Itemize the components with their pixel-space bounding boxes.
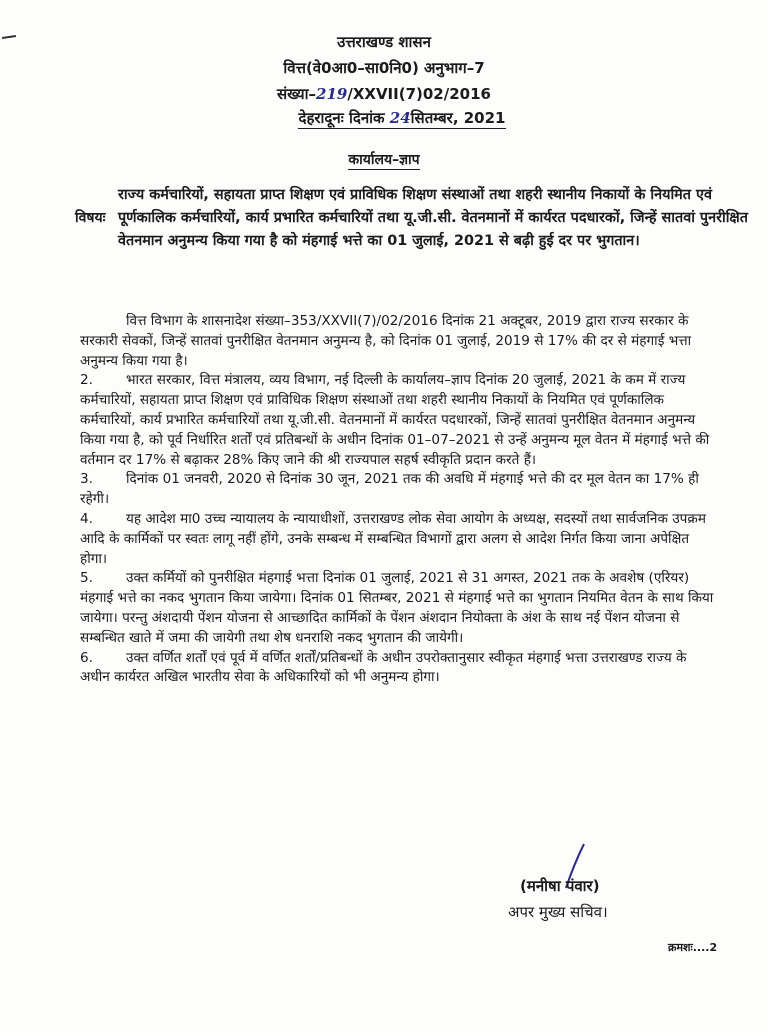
paragraph-3: 3. दिनांक 01 जनवरी, 2020 से दिनांक 30 जून, 2021 तक की अवधि में मंहगाई भत्ते की दर मूल वेतन का 17% ही रहेगी। xyxy=(80,471,699,508)
paragraph-1: वित्त विभाग के शासनादेश संख्या–353/XXVII(7)/02/2016 दिनांक 21 अक्टूबर, 2019 द्वारा राज्य सरकार के सरकारी सेवकों, जिन्हें सातवां पुनरीक्षित वेतनमान अनुमन्य है, को दिनांक 01 जुलाई, 2019 से 17% की दर से मंहगाई भत्ता अनुमन्य किया गया है। xyxy=(80,313,692,369)
department-line: वित्त(वे0आ0–सा0नि0) अनुभाग–7 xyxy=(283,59,485,77)
issue-date-handwritten: 24 xyxy=(389,109,411,127)
issue-date-prefix: देहरादूनः दिनांक xyxy=(298,109,385,127)
reference-number-handwritten: 219 xyxy=(316,85,348,103)
signatory-name: (मनीषा पंवार) xyxy=(520,877,600,895)
continued-marker: क्रमशः....2 xyxy=(668,941,718,954)
signatory-designation: अपर मुख्य सचिव। xyxy=(508,903,608,921)
issue-date xyxy=(18,108,768,128)
body-paragraphs xyxy=(80,312,720,688)
memo-title: कार्यालय–ज्ञाप xyxy=(348,152,420,168)
reference-number-prefix: संख्या– xyxy=(277,85,317,103)
reference-number xyxy=(0,84,768,104)
subject-label: विषयः xyxy=(75,210,106,226)
issue-date-suffix: सितम्बर, 2021 xyxy=(410,109,506,127)
paragraph-4: 4. यह आदेश मा0 उच्च न्यायालय के न्यायाधीशों, उत्तराखण्ड लोक सेवा आयोग के अध्यक्ष, सदस्यों तथा सार्वजनिक उपक्रम आदि के कार्मिकों पर स्वतः लागू नहीं होंगे, उनके सम्बन्ध में सम्बन्धित विभागों द्वारा अलग से आदेश निर्गत किया जाना अपेक्षित होगा। xyxy=(80,510,706,567)
government-heading: उत्तराखण्ड शासन xyxy=(337,33,431,51)
subject-text: राज्य कर्मचारियों, सहायता प्राप्त शिक्षण एवं प्राविधिक शिक्षण संस्थाओं तथा शहरी स्थानीय निकायों के नियमित एवं पूर्णकालिक कर्मचारियों, कार्य प्रभारित कर्मचारियों तथा यू.जी.सी. वेतनमानों में कार्यरत पदधारकों, जिन्हें सातवां पुनरीक्षित वेतनमान अनुमन्य किया गया है को मंहगाई भत्ते का 01 जुलाई, 2021 से बढ़ी हुई दर पर भुगतान। xyxy=(118,187,748,249)
issue-date-text xyxy=(298,109,505,129)
reference-number-suffix: /XXVII(7)02/2016 xyxy=(347,85,491,103)
paragraph-6: 6. उक्त वर्णित शर्तों एवं पूर्व में वर्णित शर्तों/प्रतिबन्धों के अधीन उपरोक्तानुसार स्वीकृत मंहगाई भत्ता उत्तराखण्ड राज्य के अधीन कार्यरत अखिल भारतीय सेवा के अधिकारियों को भी अनुमन्य होगा। xyxy=(80,649,687,686)
paragraph-2: 2. भारत सरकार, वित्त मंत्रालय, व्यय विभाग, नई दिल्ली के कार्यालय–ज्ञाप दिनांक 20 जुलाई, 2021 के कम में राज्य कर्मचारियों, सहायता प्राप्त शिक्षण एवं प्राविधिक शिक्षण संस्थाओं तथा शहरी स्थानीय निकायों के नियमित एवं पूर्णकालिक कर्मचारियों, कार्य प्रभारित कर्मचारियों तथा यू.जी.सी. वेतनमानों में कार्यरत पदधारकों, जिन्हें सातवां पुनरीक्षित वेतनमान अनुमन्य किया गया है, को पूर्व निर्धारित शर्तों एवं प्रतिबन्धों के अधीन दिनांक 01–07–2021 से उन्हें अनुमन्य मूल वेतन में मंहगाई भत्ते की वर्तमान दर 17% से बढ़ाकर 28% किए जाने की श्री राज्यपाल सहर्ष स्वीकृति प्रदान करते हैं। xyxy=(80,372,710,468)
paragraph-5: 5. उक्त कर्मियों को पुनरीक्षित मंहगाई भत्ता दिनांक 01 जुलाई, 2021 से 31 अगस्त, 2021 तक के अवशेष (एरियर) मंहगाई भत्ते का नकद भुगतान किया जायेगा। दिनांक 01 सितम्बर, 2021 से मंहगाई भत्ते का भुगतान नियमित वेतन के साथ किया जायेगा। परन्तु अंशदायी पेंशन योजना से आच्छादित कार्मिकों के पेंशन अंशदान नियोक्ता के अंश के साथ नई पेंशन योजना से सम्बन्धित खाते में जमा की जायेगी तथा शेष धनराशि नकद भुगतान की जायेगी। xyxy=(80,570,714,646)
